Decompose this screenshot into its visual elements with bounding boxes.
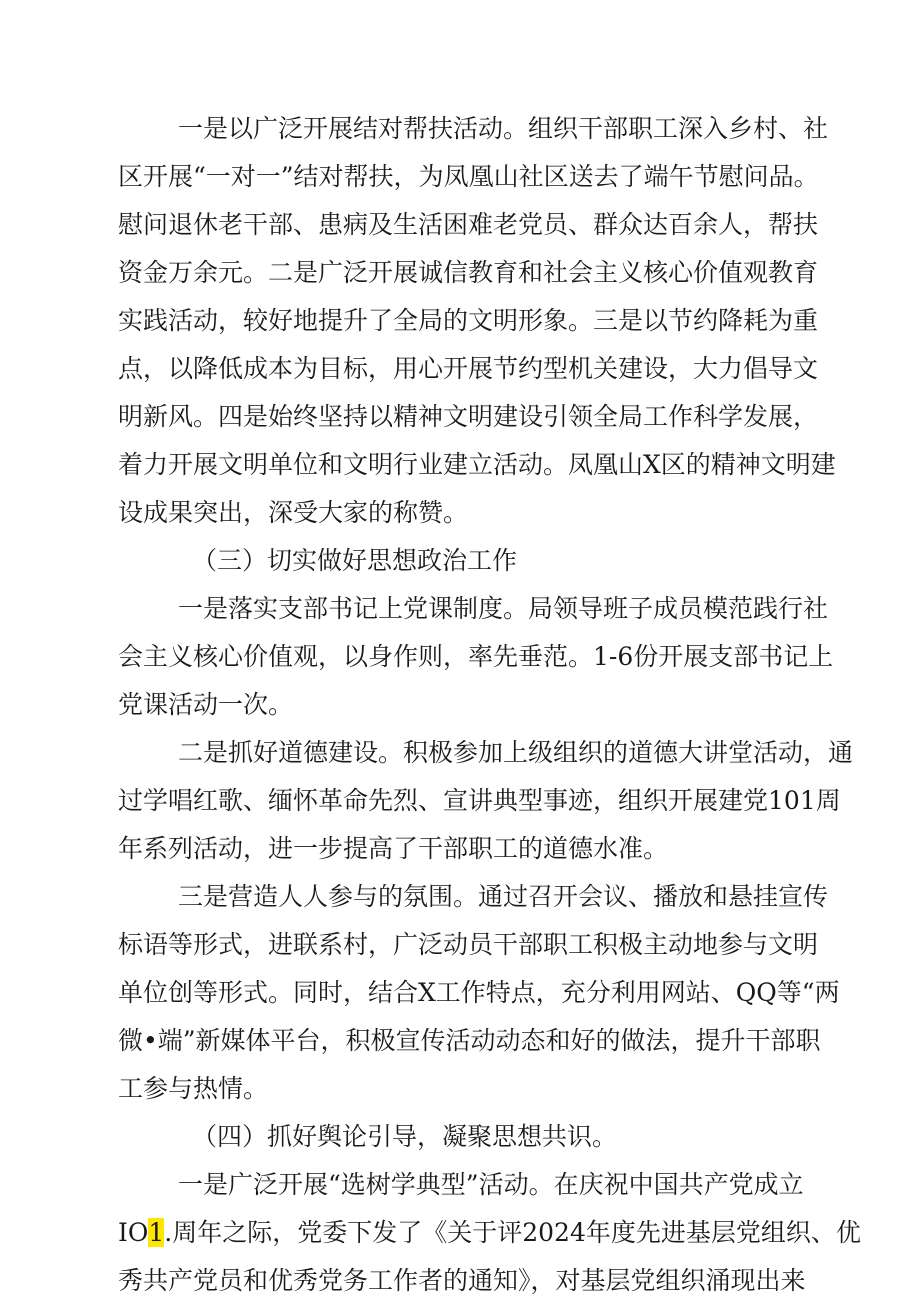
body-line: 一是落实支部书记上党课制度。局领导班子成员模范践行社 bbox=[178, 594, 829, 623]
body-line: 实践活动，较好地提升了全局的文明形象。三是以节约降耗为重 bbox=[118, 306, 819, 335]
body-line: 秀共产党员和优秀党务工作者的通知》，对基层党组织涌现出来 bbox=[118, 1266, 806, 1295]
body-line: 一是广泛开展“选树学典型”活动。在庆祝中国共产党成立 bbox=[178, 1170, 804, 1199]
body-line: 慰问退休老干部、患病及生活困难老党员、群众达百余人，帮扶 bbox=[118, 210, 819, 239]
body-line: 会主义核心价值观，以身作则，率先垂范。1-6份开展支部书记上 bbox=[118, 642, 834, 671]
body-line: 党课活动一次。 bbox=[118, 690, 294, 719]
section-heading: （三）切实做好思想政治工作 bbox=[192, 546, 518, 575]
highlighted-text: 1 bbox=[148, 1218, 165, 1247]
body-line: 点，以降低成本为目标，用心开展节约型机关建设，大力倡导文 bbox=[118, 354, 819, 383]
body-line: 标语等形式，进联系村，广泛动员干部职工积极主动地参与文明 bbox=[118, 930, 819, 959]
body-line: 三是营造人人参与的氛围。通过召开会议、播放和悬挂宣传 bbox=[178, 882, 829, 911]
body-line: 过学唱红歌、缅怀革命先烈、宣讲典型事迹，组织开展建党101周 bbox=[118, 786, 841, 815]
section-heading: （四）抓好舆论引导，凝聚思想共识。 bbox=[192, 1122, 618, 1151]
line-remainder: .周年之际，党委下发了《关于评2024年度先进基层党组织、优 bbox=[164, 1218, 861, 1247]
body-line: 二是抓好道德建设。积极参加上级组织的道德大讲堂活动，通 bbox=[178, 738, 854, 767]
body-line bbox=[118, 1211, 861, 1255]
line-prefix: IO bbox=[118, 1218, 149, 1247]
body-line: 工参与热情。 bbox=[118, 1074, 269, 1103]
body-line: 设成果突出，深受大家的称赞。 bbox=[118, 498, 469, 527]
body-line: 着力开展文明单位和文明行业建立活动。凤凰山X区的精神文明建 bbox=[118, 450, 836, 479]
body-line: 一是以广泛开展结对帮扶活动。组织干部职工深入乡村、社 bbox=[178, 114, 829, 143]
body-line: 明新风。四是始终坚持以精神文明建设引领全局工作科学发展， bbox=[118, 402, 819, 431]
body-line: 区开展“一对一”结对帮扶，为凤凰山社区送去了端午节慰问品。 bbox=[118, 162, 819, 191]
body-line: 单位创等形式。同时，结合X工作特点，充分利用网站、QQ等“两 bbox=[118, 978, 840, 1007]
body-line: 年系列活动，进一步提高了干部职工的道德水准。 bbox=[118, 834, 669, 863]
body-line: 微•端”新媒体平台，积极宣传活动动态和好的做法，提升干部职 bbox=[118, 1026, 821, 1055]
body-line: 资金万余元。二是广泛开展诚信教育和社会主义核心价值观教育 bbox=[118, 258, 819, 287]
